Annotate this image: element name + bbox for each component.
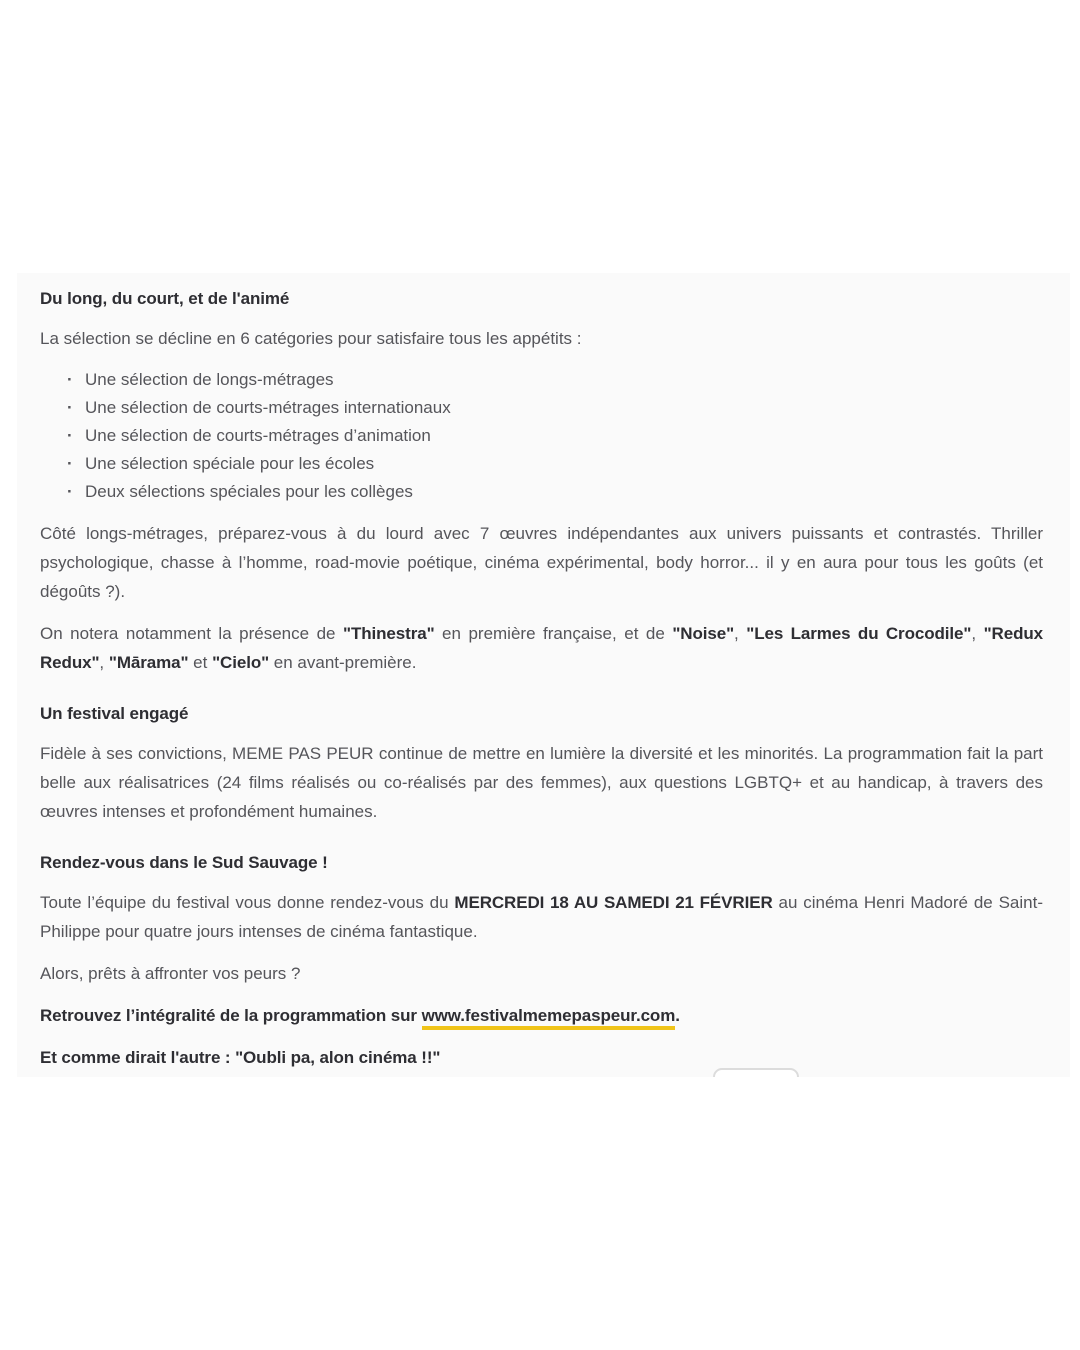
intro-paragraph: La sélection se décline en 6 catégories pour satisfaire tous les appétits : (40, 329, 582, 348)
list-item (40, 366, 1043, 394)
list-item-label: Une sélection de courts-métrages d’animation (85, 426, 431, 445)
bullet-dot-icon: · (67, 482, 73, 501)
heading-engage: Un festival engagé (40, 704, 189, 723)
heading-selection: Du long, du court, et de l'animé (40, 289, 290, 308)
text-run: On notera notamment la présence de (40, 624, 343, 643)
cut-off-button[interactable] (713, 1068, 799, 1077)
film-title: "Cielo" (212, 653, 270, 672)
bullet-dot-icon: · (67, 398, 73, 417)
bullet-dot-icon: · (67, 370, 73, 389)
bullet-dot-icon: · (67, 454, 73, 473)
text-run: Retrouvez l’intégralité de la programmation sur (40, 1006, 422, 1025)
text-run: . (675, 1006, 680, 1025)
text-run: , (734, 624, 747, 643)
presence-paragraph (40, 619, 1043, 677)
text-run: et (188, 653, 213, 672)
heading-rendez-vous: Rendez-vous dans le Sud Sauvage ! (40, 853, 328, 872)
programme-paragraph (40, 1001, 1043, 1030)
list-item (40, 422, 1043, 450)
festival-website-link[interactable]: www.festivalmemepaspeur.com (422, 1006, 676, 1030)
quote-paragraph: Et comme dirait l'autre : "Oubli pa, alon cinéma !!" (40, 1048, 441, 1067)
text-run: en avant-première. (269, 653, 417, 672)
article-content-card (17, 273, 1070, 1077)
peurs-paragraph: Alors, prêts à affronter vos peurs ? (40, 964, 301, 983)
bullet-dot-icon: · (67, 426, 73, 445)
text-run: en première française, et de (434, 624, 673, 643)
list-item-label: Une sélection de courts-métrages internationaux (85, 398, 451, 417)
film-title: "Noise" (672, 624, 735, 643)
festival-dates: MERCREDI 18 AU SAMEDI 21 FÉVRIER (454, 893, 773, 912)
film-title: "Redux Redux" (40, 624, 1043, 672)
text-run: au cinéma Henri Madoré de Saint-Philippe pour quatre jours intenses de cinéma fantastique. (40, 893, 1043, 941)
list-item (40, 478, 1043, 506)
text-run: , (99, 653, 109, 672)
list-item-label: Deux sélections spéciales pour les collèges (85, 482, 413, 501)
list-item-label: Une sélection spéciale pour les écoles (85, 454, 375, 473)
list-item-label: Une sélection de longs-métrages (85, 370, 334, 389)
film-title: "Mārama" (108, 653, 189, 672)
films-paragraph: Côté longs-métrages, préparez-vous à du lourd avec 7 œuvres indépendantes aux univers puissants et contrastés. Thriller psychologique, chasse à l’homme, road-movie poétique, cinéma expérimental, body horror... il y en aura pour tous les goûts (et dégoûts ?). (40, 524, 1043, 601)
engage-paragraph: Fidèle à ses convictions, MEME PAS PEUR continue de mettre en lumière la diversité et les minorités. La programmation fait la part belle aux réalisatrices (24 films réalisés ou co-réalisés par des femmes), aux questions LGBTQ+ et au handicap, à travers des œuvres intenses et profondément humaines. (40, 744, 1043, 821)
category-list (40, 366, 1043, 506)
list-item (40, 450, 1043, 478)
film-title: "Les Larmes du Crocodile" (746, 624, 972, 643)
text-run: , (971, 624, 984, 643)
list-item (40, 394, 1043, 422)
rendez-vous-paragraph (40, 888, 1043, 946)
text-run: Toute l’équipe du festival vous donne rendez-vous du (40, 893, 455, 912)
film-title: "Thinestra" (343, 624, 435, 643)
